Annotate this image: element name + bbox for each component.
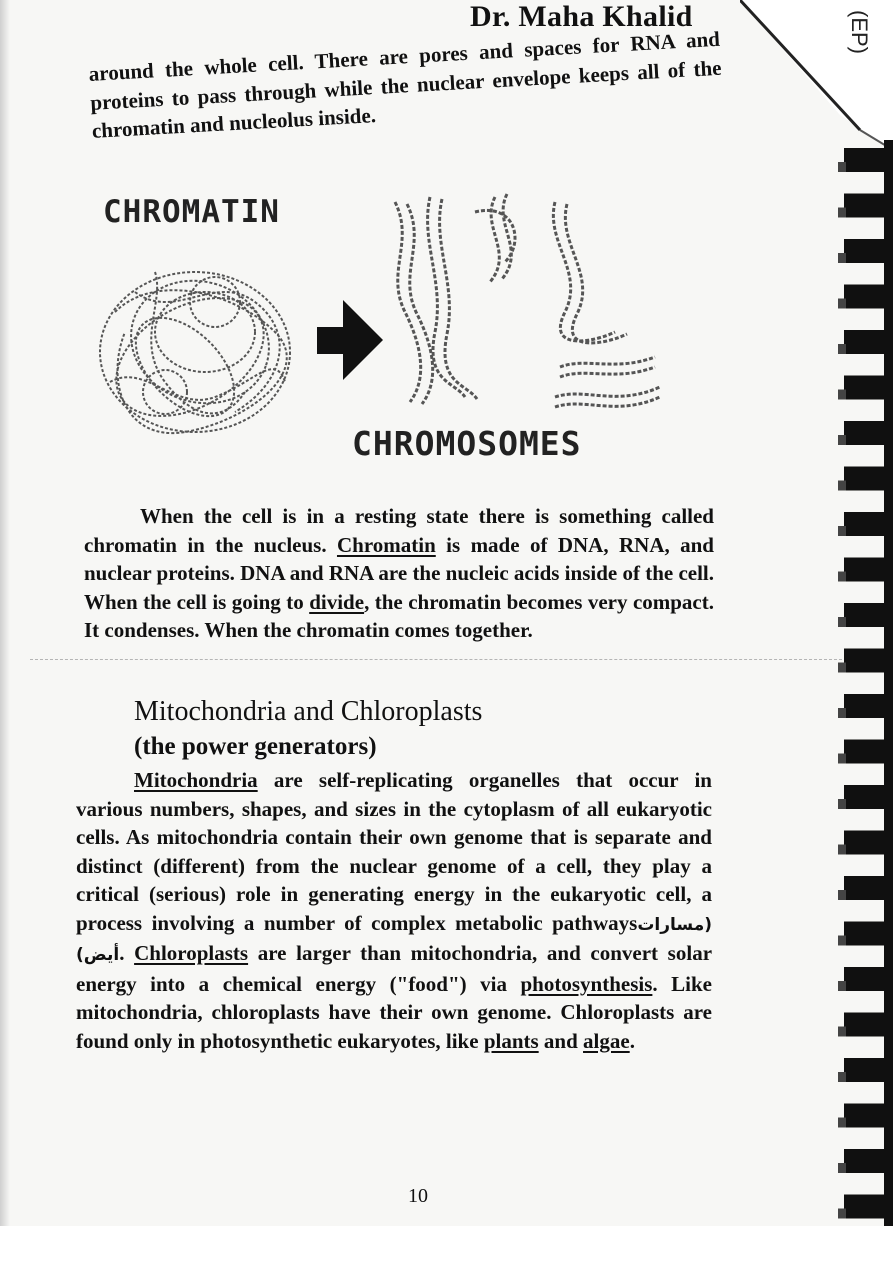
chromatin-text-3: , the chromatin becomes very compact. It condenses. When the chromatin comes together.: [84, 589, 714, 642]
spine-label: (EP): [847, 10, 872, 54]
section-subtitle: (the power generators): [134, 733, 377, 760]
divide-term: divide: [309, 589, 365, 614]
scan-margin: [0, 1226, 893, 1263]
binding-loop: [844, 330, 888, 354]
binding-loop: [844, 967, 888, 991]
photosynthesis-term: photosynthesis: [520, 971, 653, 996]
mito-text-4: and: [538, 1028, 584, 1053]
chromatin-text-1: When the cell is in a resting state there is something called chromatin in the nucleus.: [84, 504, 714, 557]
mito-text-2: are larger than mitochondria, and convert solar energy into a chemical energy ("food") via: [76, 941, 713, 996]
chromatin-term: Chromatin: [336, 532, 436, 557]
binding-loop: [844, 239, 888, 263]
arabic-gloss: (مسارات أيض): [76, 914, 712, 965]
page-number: 10: [408, 1185, 428, 1207]
binding-loop: [844, 831, 888, 855]
mito-text-1: are self-replicating organelles that occur in various numbers, shapes, and sizes in the cytoplasm of all eukaryotic cells. As mitochondria contain their own genome that is separate and distinct (different) from the nuclear genome of a cell, they play a critical (serious) role in generating energy in the eukaryotic cell, a process involving a number of complex metabolic pathways: [76, 768, 712, 935]
binding-loop: [844, 467, 888, 491]
top-paragraph: around the whole cell. There are pores and spaces for RNA and proteins to pass through while the nuclear envelope keeps all of the chromatin and nucleolus inside.: [88, 26, 723, 143]
binding-loop: [844, 1013, 888, 1037]
chloroplasts-term: Chloroplasts: [134, 941, 249, 965]
arrow-icon: [317, 300, 383, 380]
section-title: Mitochondria and Chloroplasts: [134, 696, 483, 727]
spiral-binding: [836, 140, 893, 1230]
mitochondria-paragraph: [76, 766, 712, 1055]
binding-loop: [844, 285, 888, 309]
chromatin-label: CHROMATIN: [103, 194, 280, 230]
binding-loop: [844, 603, 888, 627]
mito-text-5: .: [629, 1028, 635, 1053]
binding-loop: [844, 148, 888, 172]
mito-text-3: . Like mitochondria, chloroplasts have their own genome. Chloroplasts are found only in photosynthetic eukaryotes, like: [76, 971, 712, 1053]
chromatin-paragraph: [84, 502, 714, 645]
plants-term: plants: [483, 1028, 539, 1053]
binding-loop: [844, 740, 888, 764]
binding-loop: [844, 1195, 888, 1219]
binding-loop: [844, 421, 888, 445]
chromosomes-label: CHROMOSOMES: [352, 424, 582, 463]
author-header: Dr. Maha Khalid: [470, 0, 693, 33]
binding-loop: [844, 694, 888, 718]
binding-loop: [844, 1058, 888, 1082]
scan-shadow: [0, 0, 10, 1263]
algae-term: algae: [583, 1028, 630, 1053]
binding-loop: [844, 1149, 888, 1173]
binding-loop: [844, 376, 888, 400]
chromosome-strands: [395, 194, 660, 407]
mito-text-1-end: .: [119, 941, 125, 965]
chromatin-tangle: [96, 262, 290, 441]
binding-loop: [844, 558, 888, 582]
binding-loop: [844, 785, 888, 809]
binding-loop: [844, 876, 888, 900]
binding-loop: [844, 1104, 888, 1128]
section-divider: [30, 659, 842, 660]
chromatin-text-2: is made of DNA, RNA, and nuclear proteins. DNA and RNA are the nucleic acids inside of the cell. When the cell is going to: [84, 532, 714, 614]
binding-loop: [844, 649, 888, 673]
binding-loop: [844, 194, 888, 218]
mitochondria-term: Mitochondria: [134, 768, 258, 792]
binding-loop: [844, 922, 888, 946]
binding-loop: [844, 512, 888, 536]
